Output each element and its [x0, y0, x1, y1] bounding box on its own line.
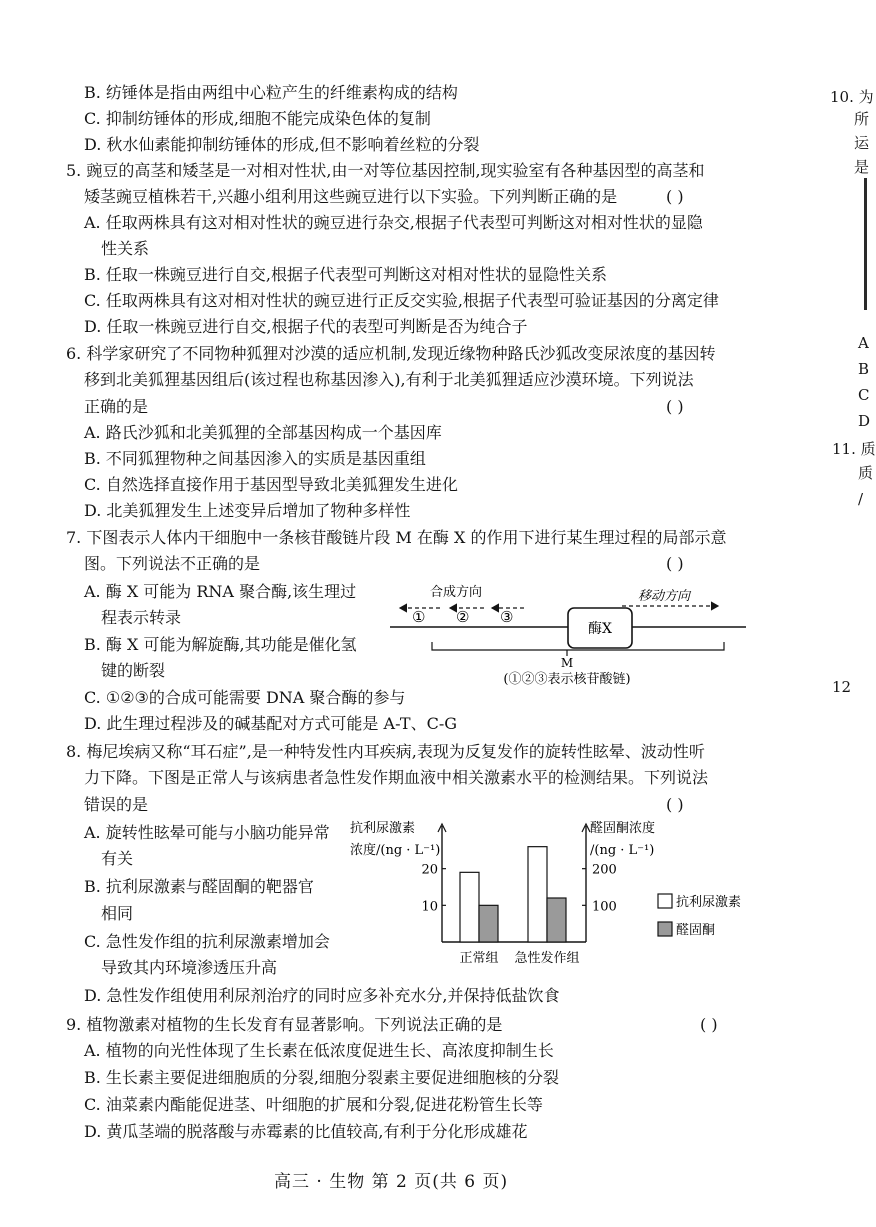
right-tick-label: 200 [592, 862, 617, 878]
q5-option-a-cont: 性关系 [101, 239, 150, 258]
q6-option-c: C. 自然选择直接作用于基因型导致北美狐狸发生进化 [84, 475, 458, 494]
left-tick-label: 10 [421, 899, 438, 915]
right-fragment: / [858, 490, 864, 508]
q6-stem-line3: 正确的是 [84, 397, 149, 416]
right-fragment: 质 [858, 464, 874, 482]
q8-option-c-cont: 导致其内环境渗透压升高 [101, 958, 278, 977]
q6-option-a: A. 路氏沙狐和北美狐狸的全部基因构成一个基因库 [84, 423, 442, 442]
move-direction-label: 移动方向 [638, 589, 691, 604]
q8-stem-line2: 力下降。下图是正常人与该病患者急性发作期血液中相关激素水平的检测结果。下列说法 [84, 768, 709, 787]
right-fragment: 是 [854, 158, 870, 176]
q9-option-b: B. 生长素主要促进细胞质的分裂,细胞分裂素主要促进细胞核的分裂 [84, 1068, 560, 1087]
q8-stem-line3: 错误的是 [84, 795, 149, 814]
bar-aldosterone-normal [479, 905, 498, 942]
enzyme-x-diagram [390, 580, 760, 692]
page-footer: 高三 · 生物 第 2 页(共 6 页) [274, 1172, 509, 1192]
category-label: 急性发作组 [514, 951, 580, 966]
q9-answer-paren: ( ) [700, 1015, 718, 1034]
right-fragment: B [858, 360, 870, 378]
segment-1-label: ① [412, 608, 426, 626]
bar-adh-acute [528, 847, 547, 942]
q9-option-a: A. 植物的向光性体现了生长素在低浓度促进生长、高浓度抑制生长 [84, 1041, 554, 1060]
q4-option-b: B. 纺锤体是指由两组中心粒产生的纤维素构成的结构 [84, 83, 458, 102]
bar-aldosterone-acute [547, 898, 566, 942]
segment-2-label: ② [456, 608, 470, 626]
q8-stem-line1: 8. 梅尼埃病又称“耳石症”,是一种特发性内耳疾病,表现为反复发作的旋转性眩晕、波动性听 [66, 742, 705, 761]
q5-answer-paren: ( ) [666, 187, 684, 206]
q8-answer-paren: ( ) [666, 795, 684, 814]
q8-option-a-cont: 有关 [101, 849, 134, 868]
q7-option-b-cont: 键的断裂 [101, 661, 166, 680]
right-axis-label-line2: /(ng · L⁻¹) [590, 843, 655, 858]
q6-stem-line1: 6. 科学家研究了不同物种狐狸对沙漠的适应机制,发现近缘物种路氏沙狐改变尿浓度的基因转 [66, 344, 716, 363]
segment-3-label: ③ [500, 608, 514, 626]
q6-stem-line2: 移到北美狐狸基因组后(该过程也称基因渗入),有利于北美狐狸适应沙漠环境。下列说法 [84, 370, 694, 389]
right-fragment: C [858, 386, 870, 404]
hormone-level-chart [342, 814, 762, 966]
right-axis-label-line1: 醛固酮浓度 [590, 821, 656, 836]
q8-option-d: D. 急性发作组使用利尿剂治疗的同时应多补充水分,并保持低盐饮食 [84, 986, 560, 1005]
legend-label-aldosterone: 醛固酮 [676, 923, 716, 938]
right-tick-label: 100 [592, 899, 617, 915]
q7-option-c: C. ①②③的合成可能需要 DNA 聚合酶的参与 [84, 688, 406, 707]
right-fragment: D [858, 412, 871, 430]
right-fragment: 所 [854, 110, 870, 128]
q7-option-a: A. 酶 X 可能为 RNA 聚合酶,该生理过 [84, 582, 357, 601]
q8-option-b: B. 抗利尿激素与醛固酮的靶器官 [84, 877, 314, 896]
q9-option-d: D. 黄瓜茎端的脱落酸与赤霉素的比值较高,有利于分化形成雄花 [84, 1122, 528, 1141]
q5-stem-line1: 5. 豌豆的高茎和矮茎是一对相对性状,由一对等位基因控制,现实验室有各种基因型的高茎和 [66, 161, 705, 180]
right-figure-edge [864, 178, 867, 310]
q5-option-a: A. 任取两株具有这对相对性状的豌豆进行杂交,根据子代表型可判断这对相对性状的显隐 [84, 213, 703, 232]
q8-option-c: C. 急性发作组的抗利尿激素增加会 [84, 932, 330, 951]
q5-option-b: B. 任取一株豌豆进行自交,根据子代表型可判断这对相对性状的显隐性关系 [84, 265, 608, 284]
right-fragment: 12 [832, 678, 852, 696]
q5-stem-line2: 矮茎豌豆植株若干,兴趣小组利用这些豌豆进行以下实验。下列判断正确的是 [84, 187, 618, 206]
q4-option-d: D. 秋水仙素能抑制纺锤体的形成,但不影响着丝粒的分裂 [84, 135, 480, 154]
strand-caption: (①②③表示核苷酸链) [503, 672, 631, 687]
right-fragment: 11. 质 [832, 440, 876, 458]
legend-swatch-adh [658, 894, 672, 908]
q6-answer-paren: ( ) [666, 397, 684, 416]
right-fragment: 10. 为 [830, 88, 874, 106]
left-axis-label-line1: 抗利尿激素 [350, 821, 416, 836]
bar-adh-normal [460, 872, 479, 942]
legend-swatch-aldosterone [658, 922, 672, 936]
q7-option-b: B. 酶 X 可能为解旋酶,其功能是催化氢 [84, 635, 357, 654]
q6-option-d: D. 北美狐狸发生上述变异后增加了物种多样性 [84, 501, 411, 520]
enzyme-x-label: 酶X [588, 621, 612, 637]
q7-answer-paren: ( ) [666, 554, 684, 573]
q6-option-b: B. 不同狐狸物种之间基因渗入的实质是基因重组 [84, 449, 426, 468]
q7-option-a-cont: 程表示转录 [101, 608, 182, 627]
q7-option-d: D. 此生理过程涉及的碱基配对方式可能是 A-T、C-G [84, 714, 458, 733]
left-axis-label-line2: 浓度/(ng · L⁻¹) [350, 843, 441, 858]
legend-label-adh: 抗利尿激素 [676, 895, 742, 910]
left-tick-label: 20 [421, 862, 438, 878]
q9-option-c: C. 油菜素内酯能促进茎、叶细胞的扩展和分裂,促进花粉管生长等 [84, 1095, 543, 1114]
q7-stem-line1: 7. 下图表示人体内干细胞中一条核苷酸链片段 M 在酶 X 的作用下进行某生理过程的局部示意 [66, 528, 727, 547]
q4-option-c: C. 抑制纺锤体的形成,细胞不能完成染色体的复制 [84, 109, 431, 128]
q7-stem-line2: 图。下列说法不正确的是 [84, 554, 261, 573]
q5-option-d: D. 任取一株豌豆进行自交,根据子代的表型可判断是否为纯合子 [84, 317, 528, 336]
right-column-fragment [822, 0, 876, 1227]
q5-option-c: C. 任取两株具有这对相对性状的豌豆进行正反交实验,根据子代表型可验证基因的分离定律 [84, 291, 719, 310]
q8-option-a: A. 旋转性眩晕可能与小脑功能异常 [84, 823, 330, 842]
category-label: 正常组 [459, 951, 499, 966]
right-fragment: A [858, 334, 869, 352]
strand-m-label: M [560, 656, 574, 670]
synthesis-direction-label: 合成方向 [430, 585, 483, 600]
q8-option-b-cont: 相同 [101, 904, 134, 923]
right-fragment: 运 [854, 134, 870, 152]
q9-stem: 9. 植物激素对植物的生长发育有显著影响。下列说法正确的是 [66, 1015, 503, 1034]
